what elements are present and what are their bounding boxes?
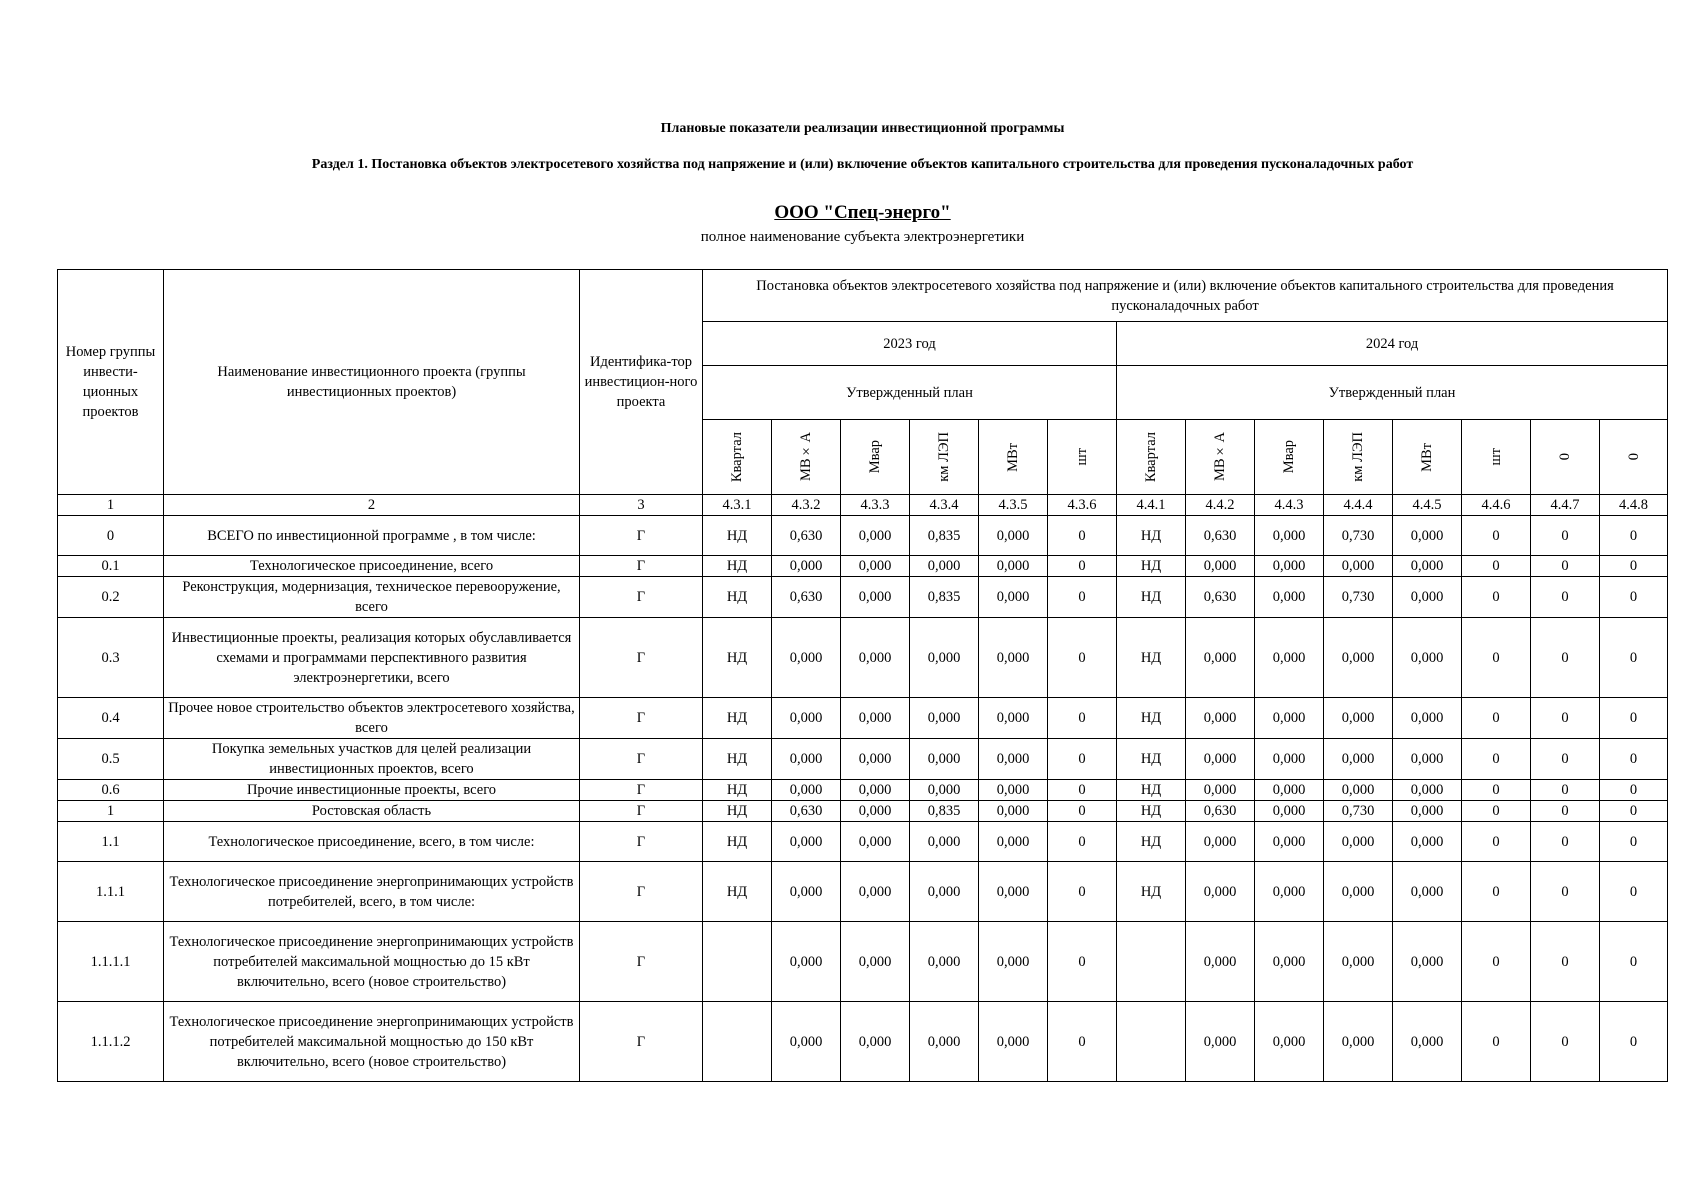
row-value: 0,630 <box>1186 801 1255 822</box>
row-number: 1 <box>58 801 164 822</box>
table-row <box>58 698 1668 739</box>
table-row <box>58 822 1668 862</box>
row-value: 0,630 <box>772 801 841 822</box>
row-value: 0,630 <box>772 516 841 556</box>
row-value: 0 <box>1600 698 1668 739</box>
row-identifier: Г <box>580 618 703 698</box>
row-value: 0 <box>1048 516 1117 556</box>
row-value: 0 <box>1048 1002 1117 1082</box>
row-value: 0,000 <box>1255 801 1324 822</box>
header-plan-2023: Утвержденный план <box>703 366 1117 420</box>
unit-label: МВ×А <box>798 432 814 482</box>
row-value: 0,000 <box>841 698 910 739</box>
row-number: 0.5 <box>58 739 164 780</box>
organization-caption: полное наименование субъекта электроэнергетики <box>700 229 1025 245</box>
row-value: 0 <box>1048 739 1117 780</box>
row-number: 1.1 <box>58 822 164 862</box>
row-value: 0,000 <box>841 1002 910 1082</box>
row-value: 0 <box>1531 801 1600 822</box>
row-number: 0.2 <box>58 577 164 618</box>
unit-label: Квартал <box>1143 431 1159 483</box>
table-row <box>58 516 1668 556</box>
unit-label: МВт <box>1005 442 1021 472</box>
row-project-name: Технологическое присоединение энергопринимающих устройств потребителей, всего, в том числе: <box>164 862 580 922</box>
row-value: 0,000 <box>1255 739 1324 780</box>
column-number: 4.4.5 <box>1393 495 1462 516</box>
row-value: 0,000 <box>1393 822 1462 862</box>
row-number: 0.1 <box>58 556 164 577</box>
row-value: 0 <box>1531 618 1600 698</box>
row-value: 0 <box>1462 922 1531 1002</box>
row-value: 0,000 <box>979 556 1048 577</box>
row-value: НД <box>703 556 772 577</box>
row-value <box>703 922 772 1002</box>
row-value: 0,000 <box>1255 516 1324 556</box>
row-identifier: Г <box>580 556 703 577</box>
row-value: 0 <box>1531 822 1600 862</box>
row-value: НД <box>703 577 772 618</box>
table-row <box>58 862 1668 922</box>
row-value: 0 <box>1600 556 1668 577</box>
row-value: 0,630 <box>1186 516 1255 556</box>
row-number: 0 <box>58 516 164 556</box>
row-value: НД <box>1117 780 1186 801</box>
row-value: 0 <box>1462 862 1531 922</box>
row-value: 0,000 <box>979 516 1048 556</box>
row-number: 0.6 <box>58 780 164 801</box>
row-value: НД <box>1117 577 1186 618</box>
row-value: 0 <box>1531 1002 1600 1082</box>
row-value: 0,835 <box>910 577 979 618</box>
row-identifier: Г <box>580 862 703 922</box>
table-row <box>58 801 1668 822</box>
row-value: 0,000 <box>841 577 910 618</box>
row-value: 0 <box>1462 618 1531 698</box>
row-value: 0 <box>1048 618 1117 698</box>
row-value: 0,000 <box>1324 780 1393 801</box>
row-project-name: Инвестиционные проекты, реализация которых обуславливается схемами и программами перспективного развития электроэнергетики, всего <box>164 618 580 698</box>
row-value: 0,000 <box>772 780 841 801</box>
row-value: 0,000 <box>910 922 979 1002</box>
row-identifier: Г <box>580 801 703 822</box>
unit-label: км ЛЭП <box>1350 432 1366 482</box>
row-value: 0,835 <box>910 801 979 822</box>
table-row <box>58 739 1668 780</box>
row-value: 0,000 <box>979 698 1048 739</box>
row-value: 0,835 <box>910 516 979 556</box>
header-group-number: Номер группы инвести-ционных проектов <box>58 270 164 495</box>
row-value: 0,000 <box>1393 556 1462 577</box>
row-project-name: Реконструкция, модернизация, техническое перевооружение, всего <box>164 577 580 618</box>
row-value: 0,000 <box>1393 801 1462 822</box>
row-value: 0,000 <box>1186 922 1255 1002</box>
row-value <box>1117 922 1186 1002</box>
row-number: 1.1.1.2 <box>58 1002 164 1082</box>
unit-label: 0 <box>1625 453 1642 461</box>
row-value: 0 <box>1048 577 1117 618</box>
organization-name: ООО "Спец-энерго" <box>774 202 951 223</box>
row-value: 0,000 <box>979 618 1048 698</box>
row-number: 0.4 <box>58 698 164 739</box>
row-value: 0,000 <box>1324 862 1393 922</box>
row-value: НД <box>703 618 772 698</box>
row-value: 0 <box>1600 801 1668 822</box>
row-value: 0 <box>1531 922 1600 1002</box>
row-value: 0,000 <box>1186 698 1255 739</box>
row-value: 0,000 <box>1393 922 1462 1002</box>
row-value: 0,000 <box>1186 822 1255 862</box>
row-value: 0,000 <box>772 862 841 922</box>
row-identifier: Г <box>580 516 703 556</box>
unit-label: Мвар <box>867 440 883 474</box>
row-value: 0,000 <box>772 822 841 862</box>
row-number: 0.3 <box>58 618 164 698</box>
row-value: 0 <box>1600 1002 1668 1082</box>
row-value: 0 <box>1048 556 1117 577</box>
table-row <box>58 1002 1668 1082</box>
row-value: 0,000 <box>910 556 979 577</box>
column-number: 4.4.3 <box>1255 495 1324 516</box>
row-value: 0,000 <box>1255 556 1324 577</box>
row-identifier: Г <box>580 822 703 862</box>
unit-header <box>1393 420 1462 495</box>
row-value: НД <box>703 698 772 739</box>
header-main: Постановка объектов электросетевого хозяйства под напряжение и (или) включение объектов капитального строительства для проведения пусконаладочных работ <box>703 270 1668 322</box>
row-project-name: Технологическое присоединение энергопринимающих устройств потребителей максимальной мощностью до 150 кВт включительно, всего (новое строительство) <box>164 1002 580 1082</box>
row-value: НД <box>1117 862 1186 922</box>
row-project-name: Технологическое присоединение, всего <box>164 556 580 577</box>
column-number: 1 <box>58 495 164 516</box>
column-number: 2 <box>164 495 580 516</box>
unit-header <box>1186 420 1255 495</box>
row-value: 0 <box>1048 822 1117 862</box>
row-value: 0 <box>1462 698 1531 739</box>
row-value: 0 <box>1600 822 1668 862</box>
unit-header <box>1462 420 1531 495</box>
column-number: 4.3.1 <box>703 495 772 516</box>
unit-header <box>1531 420 1600 495</box>
row-value: 0,000 <box>772 698 841 739</box>
row-value: 0,000 <box>1186 780 1255 801</box>
row-value <box>1117 1002 1186 1082</box>
row-value: 0,000 <box>772 556 841 577</box>
row-value <box>703 1002 772 1082</box>
table-row <box>58 577 1668 618</box>
unit-header <box>1117 420 1186 495</box>
unit-label: МВ×А <box>1212 432 1228 482</box>
row-value: 0,000 <box>979 577 1048 618</box>
unit-label: шт <box>1488 448 1504 466</box>
row-value: 0,000 <box>1186 618 1255 698</box>
row-value: 0,000 <box>1255 862 1324 922</box>
header-project-id: Идентифика-тор инвестицион-ного проекта <box>580 270 703 495</box>
row-value: 0 <box>1462 556 1531 577</box>
row-value: 0,000 <box>772 618 841 698</box>
row-value: 0,730 <box>1324 801 1393 822</box>
row-value: НД <box>703 801 772 822</box>
unit-header <box>703 420 772 495</box>
row-value: 0,000 <box>841 516 910 556</box>
unit-label: шт <box>1074 448 1090 466</box>
unit-header <box>910 420 979 495</box>
row-value: 0,000 <box>841 780 910 801</box>
header-year-2024: 2024 год <box>1117 322 1668 366</box>
row-project-name: ВСЕГО по инвестиционной программе , в том числе: <box>164 516 580 556</box>
row-value: 0,000 <box>1393 516 1462 556</box>
row-value: 0,000 <box>1324 698 1393 739</box>
row-identifier: Г <box>580 780 703 801</box>
row-value: 0,000 <box>979 801 1048 822</box>
row-value: НД <box>1117 822 1186 862</box>
row-value: 0 <box>1462 1002 1531 1082</box>
row-value: НД <box>1117 801 1186 822</box>
row-value: НД <box>1117 516 1186 556</box>
row-value: 0,000 <box>910 739 979 780</box>
row-value: 0 <box>1600 739 1668 780</box>
row-value: 0,730 <box>1324 577 1393 618</box>
row-value: НД <box>703 739 772 780</box>
row-value: 0 <box>1600 618 1668 698</box>
row-value: 0 <box>1048 922 1117 1002</box>
row-value: 0,000 <box>1324 618 1393 698</box>
row-value: 0,000 <box>772 922 841 1002</box>
row-value: НД <box>1117 618 1186 698</box>
row-project-name: Ростовская область <box>164 801 580 822</box>
row-value: НД <box>703 862 772 922</box>
row-identifier: Г <box>580 739 703 780</box>
row-value: 0,630 <box>772 577 841 618</box>
row-identifier: Г <box>580 698 703 739</box>
column-number: 4.3.6 <box>1048 495 1117 516</box>
page-title: Плановые показатели реализации инвестиционной программы <box>660 121 1065 136</box>
row-value: 0,000 <box>1324 739 1393 780</box>
column-number: 4.4.6 <box>1462 495 1531 516</box>
row-value: 0,000 <box>979 822 1048 862</box>
row-value: 0,000 <box>1324 1002 1393 1082</box>
row-value: 0 <box>1048 698 1117 739</box>
column-number: 4.4.4 <box>1324 495 1393 516</box>
column-number: 4.4.1 <box>1117 495 1186 516</box>
row-value: 0,000 <box>1255 698 1324 739</box>
unit-header <box>979 420 1048 495</box>
row-value: 0,000 <box>1393 780 1462 801</box>
column-number: 4.3.3 <box>841 495 910 516</box>
row-value: 0 <box>1600 922 1668 1002</box>
unit-header <box>772 420 841 495</box>
row-value: 0,000 <box>1393 618 1462 698</box>
unit-label: Мвар <box>1281 440 1297 474</box>
row-value: 0 <box>1462 801 1531 822</box>
row-value: 0,000 <box>979 739 1048 780</box>
unit-header <box>1255 420 1324 495</box>
row-value: 0,000 <box>1186 739 1255 780</box>
row-value: 0,000 <box>1255 1002 1324 1082</box>
row-number: 1.1.1.1 <box>58 922 164 1002</box>
column-number: 4.3.5 <box>979 495 1048 516</box>
column-number: 4.3.4 <box>910 495 979 516</box>
row-value: 0,000 <box>1324 822 1393 862</box>
header-plan-2024: Утвержденный план <box>1117 366 1668 420</box>
row-value: 0,000 <box>1255 922 1324 1002</box>
row-value: 0,000 <box>772 739 841 780</box>
table-row <box>58 922 1668 1002</box>
row-value: 0,000 <box>1186 556 1255 577</box>
row-project-name: Технологическое присоединение энергопринимающих устройств потребителей максимальной мощностью до 15 кВт включительно, всего (новое строительство) <box>164 922 580 1002</box>
row-value: НД <box>1117 556 1186 577</box>
row-value: 0,630 <box>1186 577 1255 618</box>
column-number: 4.4.8 <box>1600 495 1668 516</box>
row-value: 0 <box>1462 780 1531 801</box>
row-value: 0 <box>1600 862 1668 922</box>
column-number: 3 <box>580 495 703 516</box>
row-value: 0,000 <box>910 862 979 922</box>
row-value: 0,000 <box>910 698 979 739</box>
unit-label: км ЛЭП <box>936 432 952 482</box>
row-value: 0,000 <box>910 618 979 698</box>
table-row <box>58 618 1668 698</box>
row-value: 0 <box>1531 780 1600 801</box>
row-value: 0 <box>1462 516 1531 556</box>
row-value: 0,000 <box>1393 739 1462 780</box>
row-project-name: Технологическое присоединение, всего, в том числе: <box>164 822 580 862</box>
row-value: 0 <box>1462 822 1531 862</box>
row-project-name: Прочие инвестиционные проекты, всего <box>164 780 580 801</box>
row-number: 1.1.1 <box>58 862 164 922</box>
row-value: 0 <box>1048 801 1117 822</box>
row-value: 0,000 <box>910 1002 979 1082</box>
row-value: 0,000 <box>1255 780 1324 801</box>
header-project-name: Наименование инвестиционного проекта (группы инвестиционных проектов) <box>164 270 580 495</box>
row-value: 0 <box>1531 862 1600 922</box>
row-value: 0,000 <box>1393 1002 1462 1082</box>
row-value: 0,000 <box>1255 577 1324 618</box>
row-value: НД <box>703 822 772 862</box>
column-number: 4.4.2 <box>1186 495 1255 516</box>
row-value: 0,000 <box>1324 556 1393 577</box>
row-value: 0,000 <box>841 556 910 577</box>
row-value: 0,000 <box>841 618 910 698</box>
row-value: НД <box>703 516 772 556</box>
row-value: 0,000 <box>1324 922 1393 1002</box>
unit-header <box>841 420 910 495</box>
row-value: 0,000 <box>841 822 910 862</box>
row-value: 0 <box>1048 780 1117 801</box>
row-value: 0 <box>1531 577 1600 618</box>
row-value: 0,730 <box>1324 516 1393 556</box>
row-value: 0 <box>1048 862 1117 922</box>
row-value: 0,000 <box>910 822 979 862</box>
row-value: 0,000 <box>1393 577 1462 618</box>
row-value: 0 <box>1531 739 1600 780</box>
row-value: 0,000 <box>910 780 979 801</box>
row-value: 0,000 <box>1255 618 1324 698</box>
row-value: 0 <box>1462 739 1531 780</box>
row-value: 0 <box>1600 780 1668 801</box>
row-value: 0,000 <box>1255 822 1324 862</box>
row-value: 0,000 <box>841 862 910 922</box>
row-value: 0 <box>1600 516 1668 556</box>
unit-header <box>1600 420 1668 495</box>
table-row <box>58 556 1668 577</box>
row-value: НД <box>703 780 772 801</box>
unit-label: МВт <box>1419 442 1435 472</box>
unit-header <box>1324 420 1393 495</box>
row-identifier: Г <box>580 922 703 1002</box>
row-value: 0,000 <box>1393 862 1462 922</box>
row-project-name: Покупка земельных участков для целей реализации инвестиционных проектов, всего <box>164 739 580 780</box>
row-identifier: Г <box>580 1002 703 1082</box>
row-identifier: Г <box>580 577 703 618</box>
unit-label: 0 <box>1557 453 1573 461</box>
row-value: 0,000 <box>1186 1002 1255 1082</box>
row-value: 0,000 <box>1393 698 1462 739</box>
row-value: 0,000 <box>841 922 910 1002</box>
row-value: 0 <box>1531 556 1600 577</box>
row-value: 0,000 <box>979 780 1048 801</box>
unit-label: Квартал <box>729 431 745 483</box>
header-year-2023: 2023 год <box>703 322 1117 366</box>
column-number: 4.3.2 <box>772 495 841 516</box>
column-number: 4.4.7 <box>1531 495 1600 516</box>
row-value: 0 <box>1600 577 1668 618</box>
row-value: 0,000 <box>979 862 1048 922</box>
unit-header <box>1048 420 1117 495</box>
row-value: НД <box>1117 739 1186 780</box>
row-value: 0 <box>1531 698 1600 739</box>
row-value: 0,000 <box>841 801 910 822</box>
section-title: Раздел 1. Постановка объектов электросетевого хозяйства под напряжение и (или) включение объектов капитального строительства для проведения пусконаладочных работ <box>311 157 1414 172</box>
row-value: 0,000 <box>772 1002 841 1082</box>
row-value: НД <box>1117 698 1186 739</box>
row-value: 0,000 <box>841 739 910 780</box>
row-value: 0,000 <box>979 922 1048 1002</box>
table-row <box>58 780 1668 801</box>
row-value: 0 <box>1531 516 1600 556</box>
row-project-name: Прочее новое строительство объектов электросетевого хозяйства, всего <box>164 698 580 739</box>
row-value: 0 <box>1462 577 1531 618</box>
row-value: 0,000 <box>979 1002 1048 1082</box>
investment-plan-table <box>57 269 1668 1082</box>
row-value: 0,000 <box>1186 862 1255 922</box>
